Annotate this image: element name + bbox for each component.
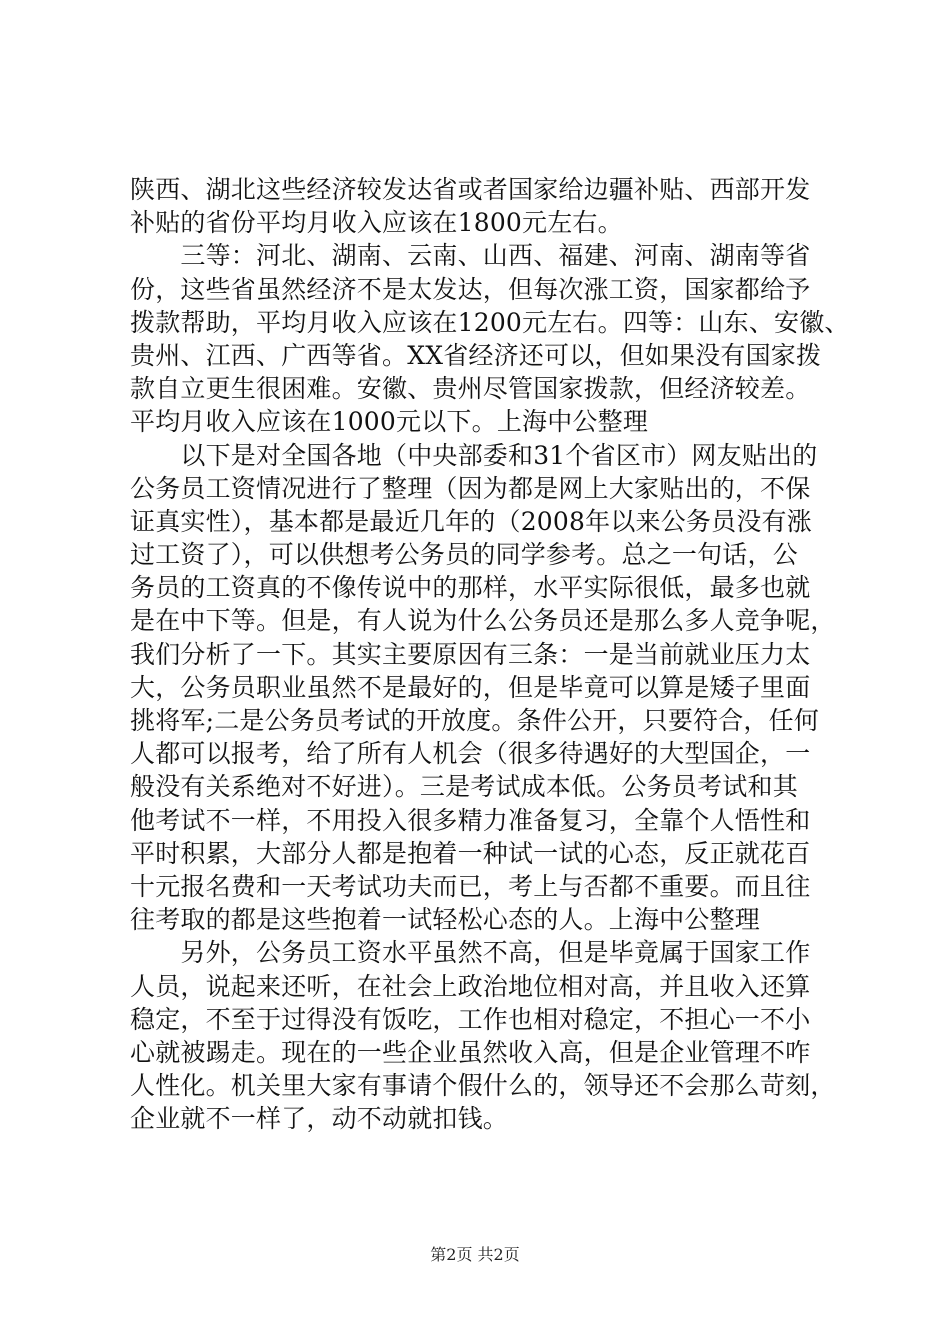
text-line: 过工资了），可以供想考公务员的同学参考。总之一句话，公 xyxy=(130,540,798,570)
text-line: 挑将军;二是公务员考试的开放度。条件公开，只要符合，任何 xyxy=(130,706,820,735)
text-line: 另外，公务员工资水平虽然不高，但是毕竟属于国家工作 xyxy=(130,938,811,968)
page-number-label: 第2页 共2页 xyxy=(430,1245,520,1264)
text-line: 人都可以报考，给了所有人机会（很多待遇好的大型国企，一 xyxy=(130,739,811,769)
text-line: 以下是对全国各地（中央部委和31个省区市）网友贴出的 xyxy=(130,440,818,470)
text-line: 三等：河北、湖南、云南、山西、福建、河南、湖南等省 xyxy=(130,241,811,271)
text-line: 人性化。机关里大家有事请个假什么的，领导还不会那么苛刻， xyxy=(130,1071,836,1101)
text-line: 他考试不一样，不用投入很多精力准备复习，全靠个人悟性和 xyxy=(130,805,811,835)
text-line: 心就被踢走。现在的一些企业虽然收入高，但是企业管理不咋 xyxy=(130,1037,811,1067)
text-line: 公务员工资情况进行了整理（因为都是网上大家贴出的，不保 xyxy=(130,473,811,503)
text-line: 往考取的都是这些抱着一试轻松心态的人。上海中公整理 xyxy=(130,905,761,935)
text-line: 务员的工资真的不像传说中的那样，水平实际很低，最多也就 xyxy=(130,573,811,603)
text-line: 份，这些省虽然经济不是太发达，但每次涨工资，国家都给予 xyxy=(130,274,811,304)
text-line: 般没有关系绝对不好进）。三是考试成本低。公务员考试和其 xyxy=(130,772,798,802)
text-line: 平时积累，大部分人都是抱着一种试一试的心态，反正就花百 xyxy=(130,838,811,868)
text-line: 款自立更生很困难。安徽、贵州尽管国家拨款，但经济较差。 xyxy=(130,374,811,404)
text-line: 大，公务员职业虽然不是最好的，但是毕竟可以算是矮子里面 xyxy=(130,672,811,702)
text-line: 平均月收入应该在1000元以下。上海中公整理 xyxy=(130,407,649,437)
text-line: 企业就不一样了，动不动就扣钱。 xyxy=(130,1104,509,1134)
text-line: 陕西、湖北这些经济较发达省或者国家给边疆补贴、西部开发 xyxy=(130,175,811,204)
text-line: 贵州、江西、广西等省。XX省经济还可以，但如果没有国家拨 xyxy=(130,340,822,370)
text-line: 证真实性），基本都是最近几年的（2008年以来公务员没有涨 xyxy=(130,506,812,536)
text-line: 人员，说起来还听，在社会上政治地位相对高，并且收入还算 xyxy=(130,971,811,1001)
text-line: 十元报名费和一天考试功夫而已，考上与否都不重要。而且往 xyxy=(130,871,811,901)
text-line: 我们分析了一下。其实主要原因有三条：一是当前就业压力太 xyxy=(130,639,811,669)
page-footer xyxy=(0,1244,950,1266)
document-body xyxy=(130,173,850,1135)
text-line: 是在中下等。但是，有人说为什么公务员还是那么多人竞争呢， xyxy=(130,606,836,636)
text-line: 稳定，不至于过得没有饭吃，工作也相对稳定，不担心一不小 xyxy=(130,1004,811,1034)
text-line: 补贴的省份平均月收入应该在1800元左右。 xyxy=(130,208,623,238)
text-line: 拨款帮助，平均月收入应该在1200元左右。四等：山东、安徽、 xyxy=(130,307,850,337)
